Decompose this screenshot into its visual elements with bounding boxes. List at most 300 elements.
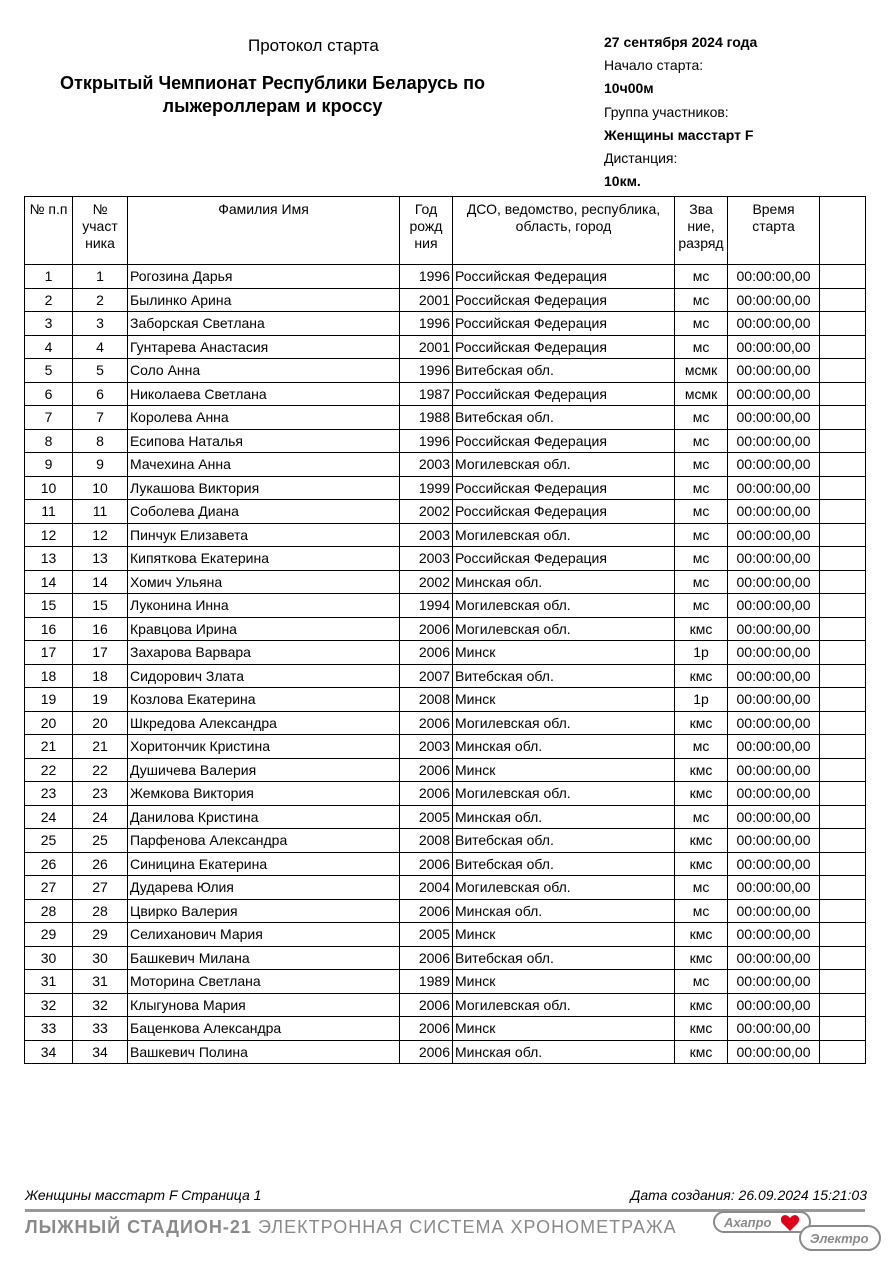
cell-num: 29	[25, 923, 73, 947]
cell-year: 2006	[400, 617, 453, 641]
cell-time: 00:00:00,00	[728, 758, 820, 782]
cell-extra	[820, 782, 866, 806]
cell-org: Витебская обл.	[453, 406, 675, 430]
cell-name: Есипова Наталья	[128, 429, 400, 453]
cell-year: 2006	[400, 758, 453, 782]
cell-bib: 12	[73, 523, 128, 547]
table-row	[25, 570, 866, 594]
cell-org: Российская Федерация	[453, 335, 675, 359]
table-row	[25, 500, 866, 524]
cell-num: 21	[25, 735, 73, 759]
cell-time: 00:00:00,00	[728, 805, 820, 829]
cell-year: 1999	[400, 476, 453, 500]
table-row	[25, 946, 866, 970]
cell-rank: кмс	[675, 664, 728, 688]
cell-bib: 17	[73, 641, 128, 665]
cell-org: Минская обл.	[453, 735, 675, 759]
cell-extra	[820, 523, 866, 547]
table-row	[25, 523, 866, 547]
table-row	[25, 406, 866, 430]
cell-year: 2008	[400, 688, 453, 712]
cell-time: 00:00:00,00	[728, 288, 820, 312]
cell-extra	[820, 382, 866, 406]
cell-extra	[820, 1017, 866, 1041]
cell-extra	[820, 923, 866, 947]
footer-brand	[25, 1217, 677, 1238]
cell-num: 4	[25, 335, 73, 359]
cell-extra	[820, 476, 866, 500]
cell-rank: мс	[675, 500, 728, 524]
table-row	[25, 735, 866, 759]
table-row	[25, 265, 866, 289]
cell-time: 00:00:00,00	[728, 852, 820, 876]
cell-time: 00:00:00,00	[728, 312, 820, 336]
cell-num: 5	[25, 359, 73, 383]
cell-year: 1987	[400, 382, 453, 406]
cell-org: Российская Федерация	[453, 547, 675, 571]
cell-year: 2006	[400, 641, 453, 665]
cell-num: 24	[25, 805, 73, 829]
cell-year: 1996	[400, 312, 453, 336]
cell-num: 8	[25, 429, 73, 453]
table-row	[25, 688, 866, 712]
cell-num: 18	[25, 664, 73, 688]
cell-extra	[820, 453, 866, 477]
table-header-row	[25, 197, 866, 265]
cell-bib: 27	[73, 876, 128, 900]
cell-num: 2	[25, 288, 73, 312]
cell-bib: 28	[73, 899, 128, 923]
cell-org: Российская Федерация	[453, 500, 675, 524]
table-row	[25, 923, 866, 947]
cell-year: 2003	[400, 453, 453, 477]
cell-year: 2003	[400, 547, 453, 571]
table-row	[25, 312, 866, 336]
brand-tagline: ЭЛЕКТРОННАЯ СИСТЕМА ХРОНОМЕТРАЖА	[257, 1217, 677, 1237]
cell-year: 1996	[400, 359, 453, 383]
cell-bib: 6	[73, 382, 128, 406]
table-row	[25, 641, 866, 665]
cell-num: 12	[25, 523, 73, 547]
cell-rank: кмс	[675, 617, 728, 641]
cell-name: Козлова Екатерина	[128, 688, 400, 712]
group-label: Группа участников:	[604, 103, 729, 120]
cell-time: 00:00:00,00	[728, 594, 820, 618]
cell-time: 00:00:00,00	[728, 359, 820, 383]
cell-rank: мс	[675, 406, 728, 430]
table-row	[25, 664, 866, 688]
table-row	[25, 876, 866, 900]
cell-time: 00:00:00,00	[728, 876, 820, 900]
table-row	[25, 547, 866, 571]
cell-name: Данилова Кристина	[128, 805, 400, 829]
cell-time: 00:00:00,00	[728, 523, 820, 547]
cell-rank: мс	[675, 547, 728, 571]
cell-extra	[820, 829, 866, 853]
distance-label: Дистанция:	[604, 150, 678, 167]
cell-time: 00:00:00,00	[728, 711, 820, 735]
cell-rank: кмс	[675, 758, 728, 782]
cell-rank: мс	[675, 899, 728, 923]
cell-name: Былинко Арина	[128, 288, 400, 312]
cell-rank: мс	[675, 876, 728, 900]
cell-year: 2006	[400, 899, 453, 923]
cell-bib: 3	[73, 312, 128, 336]
cell-time: 00:00:00,00	[728, 429, 820, 453]
cell-name: Захарова Варвара	[128, 641, 400, 665]
cell-bib: 31	[73, 970, 128, 994]
cell-extra	[820, 993, 866, 1017]
cell-org: Минская обл.	[453, 1040, 675, 1064]
cell-rank: кмс	[675, 946, 728, 970]
cell-num: 1	[25, 265, 73, 289]
cell-year: 2006	[400, 993, 453, 1017]
cell-year: 2006	[400, 946, 453, 970]
cell-bib: 29	[73, 923, 128, 947]
cell-num: 31	[25, 970, 73, 994]
cell-org: Могилевская обл.	[453, 594, 675, 618]
table-row	[25, 1040, 866, 1064]
cell-extra	[820, 312, 866, 336]
cell-extra	[820, 876, 866, 900]
cell-bib: 10	[73, 476, 128, 500]
cell-org: Витебская обл.	[453, 829, 675, 853]
cell-rank: мс	[675, 594, 728, 618]
cell-org: Российская Федерация	[453, 312, 675, 336]
cell-year: 2006	[400, 782, 453, 806]
cell-extra	[820, 1040, 866, 1064]
cell-bib: 20	[73, 711, 128, 735]
cell-org: Могилевская обл.	[453, 617, 675, 641]
cell-year: 1988	[400, 406, 453, 430]
cell-time: 00:00:00,00	[728, 923, 820, 947]
header-time-text: Время старта	[752, 201, 795, 234]
cell-org: Витебская обл.	[453, 359, 675, 383]
cell-bib: 25	[73, 829, 128, 853]
cell-name: Луконина Инна	[128, 594, 400, 618]
cell-org: Витебская обл.	[453, 946, 675, 970]
cell-extra	[820, 547, 866, 571]
cell-rank: мс	[675, 570, 728, 594]
cell-org: Минск	[453, 641, 675, 665]
cell-year: 2006	[400, 711, 453, 735]
cell-bib: 11	[73, 500, 128, 524]
header-year-text: Год рожд ния	[409, 201, 443, 251]
table-row	[25, 899, 866, 923]
cell-year: 2007	[400, 664, 453, 688]
cell-num: 14	[25, 570, 73, 594]
cell-org: Минская обл.	[453, 899, 675, 923]
cell-bib: 9	[73, 453, 128, 477]
cell-extra	[820, 359, 866, 383]
cell-extra	[820, 946, 866, 970]
cell-name: Королева Анна	[128, 406, 400, 430]
cell-extra	[820, 500, 866, 524]
cell-num: 30	[25, 946, 73, 970]
cell-rank: мс	[675, 970, 728, 994]
cell-num: 27	[25, 876, 73, 900]
cell-num: 10	[25, 476, 73, 500]
cell-extra	[820, 617, 866, 641]
cell-year: 2003	[400, 735, 453, 759]
cell-org: Российская Федерация	[453, 382, 675, 406]
cell-year: 1989	[400, 970, 453, 994]
table-row	[25, 805, 866, 829]
cell-bib: 22	[73, 758, 128, 782]
cell-org: Могилевская обл.	[453, 876, 675, 900]
header-extra	[820, 197, 866, 265]
cell-org: Российская Федерация	[453, 429, 675, 453]
table-row	[25, 617, 866, 641]
distance-value: 10км.	[604, 173, 641, 190]
cell-rank: мс	[675, 476, 728, 500]
cell-num: 22	[25, 758, 73, 782]
logo-text-top: Ахапро	[724, 1215, 772, 1230]
cell-year: 2006	[400, 1017, 453, 1041]
cell-name: Хоритончик Кристина	[128, 735, 400, 759]
cell-extra	[820, 711, 866, 735]
cell-bib: 33	[73, 1017, 128, 1041]
cell-bib: 34	[73, 1040, 128, 1064]
cell-num: 15	[25, 594, 73, 618]
cell-rank: мс	[675, 805, 728, 829]
table-row	[25, 1017, 866, 1041]
cell-name: Башкевич Милана	[128, 946, 400, 970]
cell-name: Парфенова Александра	[128, 829, 400, 853]
cell-org: Витебская обл.	[453, 664, 675, 688]
cell-org: Минская обл.	[453, 570, 675, 594]
cell-rank: кмс	[675, 993, 728, 1017]
table-row	[25, 852, 866, 876]
cell-rank: кмс	[675, 852, 728, 876]
logo-text-bottom: Электро	[810, 1231, 869, 1246]
cell-bib: 21	[73, 735, 128, 759]
cell-num: 34	[25, 1040, 73, 1064]
cell-extra	[820, 735, 866, 759]
cell-bib: 15	[73, 594, 128, 618]
cell-year: 2006	[400, 1040, 453, 1064]
header-rank-text: Зва ние, разряд	[678, 201, 724, 251]
document-title: Протокол старта	[248, 36, 379, 55]
cell-year: 2001	[400, 288, 453, 312]
cell-num: 11	[25, 500, 73, 524]
cell-org: Могилевская обл.	[453, 782, 675, 806]
cell-num: 26	[25, 852, 73, 876]
cell-time: 00:00:00,00	[728, 570, 820, 594]
cell-rank: мсмк	[675, 359, 728, 383]
cell-org: Минск	[453, 923, 675, 947]
table-row	[25, 429, 866, 453]
cell-name: Кравцова Ирина	[128, 617, 400, 641]
header-org	[453, 197, 675, 265]
cell-num: 13	[25, 547, 73, 571]
cell-org: Могилевская обл.	[453, 711, 675, 735]
cell-name: Гунтарева Анастасия	[128, 335, 400, 359]
cell-num: 20	[25, 711, 73, 735]
cell-bib: 14	[73, 570, 128, 594]
electro-logo-icon	[712, 1206, 882, 1254]
cell-bib: 16	[73, 617, 128, 641]
cell-year: 2006	[400, 852, 453, 876]
cell-bib: 19	[73, 688, 128, 712]
cell-extra	[820, 852, 866, 876]
cell-name: Селиханович Мария	[128, 923, 400, 947]
cell-bib: 2	[73, 288, 128, 312]
cell-org: Минск	[453, 688, 675, 712]
footer-created-text: Дата создания: 26.09.2024 15:21:03	[630, 1187, 867, 1203]
cell-num: 9	[25, 453, 73, 477]
cell-name: Мачехина Анна	[128, 453, 400, 477]
cell-time: 00:00:00,00	[728, 617, 820, 641]
cell-name: Клыгунова Мария	[128, 993, 400, 1017]
cell-time: 00:00:00,00	[728, 335, 820, 359]
cell-year: 2004	[400, 876, 453, 900]
cell-num: 7	[25, 406, 73, 430]
cell-org: Минск	[453, 758, 675, 782]
cell-year: 1994	[400, 594, 453, 618]
cell-rank: мс	[675, 523, 728, 547]
table-row	[25, 782, 866, 806]
cell-bib: 13	[73, 547, 128, 571]
cell-time: 00:00:00,00	[728, 829, 820, 853]
cell-name: Цвирко Валерия	[128, 899, 400, 923]
cell-bib: 1	[73, 265, 128, 289]
cell-name: Пинчук Елизавета	[128, 523, 400, 547]
cell-extra	[820, 335, 866, 359]
cell-name: Сидорович Злата	[128, 664, 400, 688]
cell-name: Соболева Диана	[128, 500, 400, 524]
start-label: Начало старта:	[604, 57, 704, 74]
cell-name: Хомич Ульяна	[128, 570, 400, 594]
start-info-block	[604, 31, 757, 193]
cell-bib: 5	[73, 359, 128, 383]
cell-bib: 26	[73, 852, 128, 876]
cell-time: 00:00:00,00	[728, 476, 820, 500]
cell-bib: 32	[73, 993, 128, 1017]
cell-year: 2003	[400, 523, 453, 547]
group-value: Женщины масстарт F	[604, 126, 754, 143]
cell-bib: 8	[73, 429, 128, 453]
cell-org: Российская Федерация	[453, 288, 675, 312]
header-rank	[675, 197, 728, 265]
cell-name: Моторина Светлана	[128, 970, 400, 994]
cell-name: Николаева Светлана	[128, 382, 400, 406]
cell-time: 00:00:00,00	[728, 688, 820, 712]
cell-extra	[820, 758, 866, 782]
cell-extra	[820, 899, 866, 923]
cell-extra	[820, 664, 866, 688]
event-title: Открытый Чемпионат Республики Беларусь по лыжероллерам и кроссу	[60, 73, 485, 116]
cell-extra	[820, 406, 866, 430]
header-org-text: ДСО, ведомство, республика, область, город	[466, 201, 661, 234]
cell-year: 2002	[400, 500, 453, 524]
cell-org: Минск	[453, 970, 675, 994]
cell-name: Жемкова Виктория	[128, 782, 400, 806]
header-year	[400, 197, 453, 265]
cell-num: 3	[25, 312, 73, 336]
cell-extra	[820, 265, 866, 289]
cell-name: Заборская Светлана	[128, 312, 400, 336]
cell-time: 00:00:00,00	[728, 406, 820, 430]
cell-rank: мс	[675, 453, 728, 477]
cell-rank: кмс	[675, 782, 728, 806]
cell-org: Минск	[453, 1017, 675, 1041]
table-row	[25, 476, 866, 500]
brand-name: ЛЫЖНЫЙ СТАДИОН-21	[25, 1217, 252, 1237]
cell-org: Могилевская обл.	[453, 993, 675, 1017]
header-name: Фамилия Имя	[128, 197, 400, 265]
cell-num: 25	[25, 829, 73, 853]
table-row	[25, 711, 866, 735]
cell-year: 2001	[400, 335, 453, 359]
header-num: № п.п	[25, 197, 73, 265]
cell-num: 19	[25, 688, 73, 712]
cell-rank: кмс	[675, 829, 728, 853]
table-row	[25, 335, 866, 359]
cell-time: 00:00:00,00	[728, 664, 820, 688]
cell-rank: кмс	[675, 1017, 728, 1041]
start-time: 10ч00м	[604, 80, 654, 97]
cell-org: Могилевская обл.	[453, 523, 675, 547]
cell-year: 1996	[400, 265, 453, 289]
cell-name: Соло Анна	[128, 359, 400, 383]
cell-time: 00:00:00,00	[728, 1017, 820, 1041]
table-row	[25, 993, 866, 1017]
cell-rank: мс	[675, 312, 728, 336]
cell-org: Минская обл.	[453, 805, 675, 829]
cell-org: Российская Федерация	[453, 476, 675, 500]
cell-rank: мс	[675, 288, 728, 312]
table-row	[25, 758, 866, 782]
cell-extra	[820, 429, 866, 453]
cell-org: Могилевская обл.	[453, 453, 675, 477]
table-row	[25, 970, 866, 994]
cell-rank: мсмк	[675, 382, 728, 406]
cell-num: 33	[25, 1017, 73, 1041]
cell-name: Душичева Валерия	[128, 758, 400, 782]
cell-year: 2005	[400, 805, 453, 829]
cell-time: 00:00:00,00	[728, 265, 820, 289]
cell-bib: 23	[73, 782, 128, 806]
cell-time: 00:00:00,00	[728, 946, 820, 970]
cell-num: 6	[25, 382, 73, 406]
cell-year: 2008	[400, 829, 453, 853]
cell-bib: 30	[73, 946, 128, 970]
cell-name: Лукашова Виктория	[128, 476, 400, 500]
cell-bib: 18	[73, 664, 128, 688]
cell-name: Кипяткова Екатерина	[128, 547, 400, 571]
cell-time: 00:00:00,00	[728, 735, 820, 759]
cell-name: Рогозина Дарья	[128, 265, 400, 289]
cell-time: 00:00:00,00	[728, 993, 820, 1017]
cell-rank: мс	[675, 429, 728, 453]
cell-name: Дударева Юлия	[128, 876, 400, 900]
event-date: 27 сентября 2024 года	[604, 34, 758, 50]
cell-time: 00:00:00,00	[728, 453, 820, 477]
cell-rank: кмс	[675, 711, 728, 735]
cell-num: 16	[25, 617, 73, 641]
cell-time: 00:00:00,00	[728, 782, 820, 806]
cell-time: 00:00:00,00	[728, 382, 820, 406]
cell-rank: мс	[675, 735, 728, 759]
cell-bib: 4	[73, 335, 128, 359]
cell-extra	[820, 594, 866, 618]
cell-rank: мс	[675, 265, 728, 289]
cell-extra	[820, 688, 866, 712]
cell-rank: кмс	[675, 923, 728, 947]
cell-extra	[820, 288, 866, 312]
table-row	[25, 288, 866, 312]
